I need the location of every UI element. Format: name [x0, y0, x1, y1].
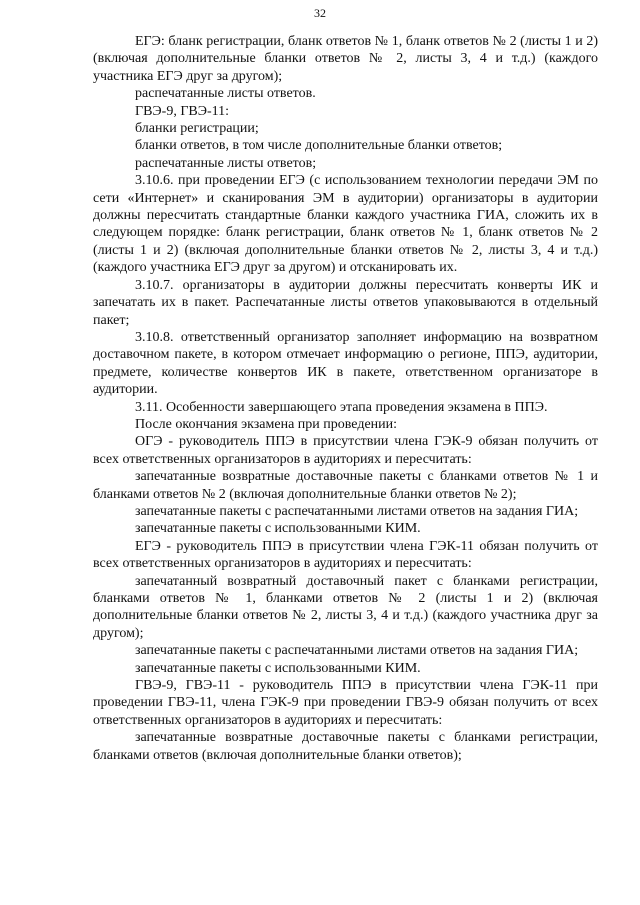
- paragraph: запечатанные пакеты с использованными КИМ.: [135, 660, 421, 676]
- paragraph: запечатанные возвратные доставочные пакеты с бланками регистрации, бланками ответов (включая дополнительные бланки ответов);: [93, 730, 598, 763]
- paragraph: запечатанные возвратные доставочные пакеты с бланками ответов № 1 и бланками ответов № 2 (включая дополнительные бланки ответов № 2);: [93, 469, 598, 502]
- paragraph: 3.10.8. ответственный организатор заполняет информацию на возвратном доставочном пакете, в котором отмечает информацию о регионе, ППЭ, аудитории, предмете, количестве конвертов ИК в пакете, ответственном организаторе в аудитории.: [93, 329, 598, 398]
- paragraph: 3.10.7. организаторы в аудитории должны пересчитать конверты ИК и запечатать их в пакет. Распечатанные листы ответов упаковываются в отдельный пакет;: [93, 277, 598, 328]
- paragraph: распечатанные листы ответов.: [135, 86, 316, 102]
- paragraph: ГВЭ-9, ГВЭ-11:: [135, 103, 230, 119]
- paragraph: бланки регистрации;: [135, 121, 259, 137]
- paragraph: 3.11. Особенности завершающего этапа проведения экзамена в ППЭ.: [135, 399, 548, 415]
- paragraph: 3.10.6. при проведении ЕГЭ (с использованием технологии передачи ЭМ по сети «Интернет» и сканирования ЭМ в аудитории) организаторы в аудитории должны пересчитать стандартные бланки каждого участника ГИА, сложить их в следующем порядке: бланк регистрации, бланк ответов № 1, бланк ответов № 2 (листы 1 и 2) (включая дополнительные бланки ответов № 2, листы 3, 4 и т.д.) (каждого участника ЕГЭ друг за другом) и отсканировать их.: [93, 173, 598, 276]
- paragraph: распечатанные листы ответов;: [135, 155, 317, 171]
- paragraph: ЕГЭ - руководитель ППЭ в присутствии члена ГЭК-11 обязан получить от всех ответственных организаторов в аудиториях и пересчитать:: [93, 538, 598, 572]
- paragraph: бланки ответов, в том числе дополнительные бланки ответов;: [135, 138, 503, 154]
- paragraph: ГВЭ-9, ГВЭ-11 - руководитель ППЭ в присутствии члена ГЭК-11 при проведении ГВЭ-11, члена ГЭК-9 при проведении ГВЭ-9 обязан получить от всех ответственных организаторов в аудиториях и пересчитать:: [93, 678, 598, 728]
- paragraph: После окончания экзамена при проведении:: [135, 416, 398, 432]
- paragraph: запечатанный возвратный доставочный пакет с бланками регистрации, бланками ответов № 1, бланками ответов № 2 (листы 1 и 2) (включая дополнительные бланки ответов № 2, листы 3, 4 и т.д.) (каждого участника друг за другом);: [93, 573, 598, 641]
- page-number: 32: [314, 6, 326, 20]
- paragraph: ЕГЭ: бланк регистрации, бланк ответов № 1, бланк ответов № 2 (листы 1 и 2) (включая дополнительные бланки ответов № 2, листы 3, 4 и т.д.) (каждого участника ЕГЭ друг за другом);: [93, 34, 598, 84]
- paragraph: запечатанные пакеты с использованными КИМ.: [135, 521, 421, 537]
- paragraph: запечатанные пакеты с распечатанными листами ответов на задания ГИА;: [135, 643, 579, 659]
- document-body: [93, 33, 598, 764]
- paragraph: ОГЭ - руководитель ППЭ в присутствии члена ГЭК-9 обязан получить от всех ответственных организаторов в аудиториях и пересчитать:: [93, 434, 598, 467]
- paragraph: запечатанные пакеты с распечатанными листами ответов на задания ГИА;: [135, 503, 579, 519]
